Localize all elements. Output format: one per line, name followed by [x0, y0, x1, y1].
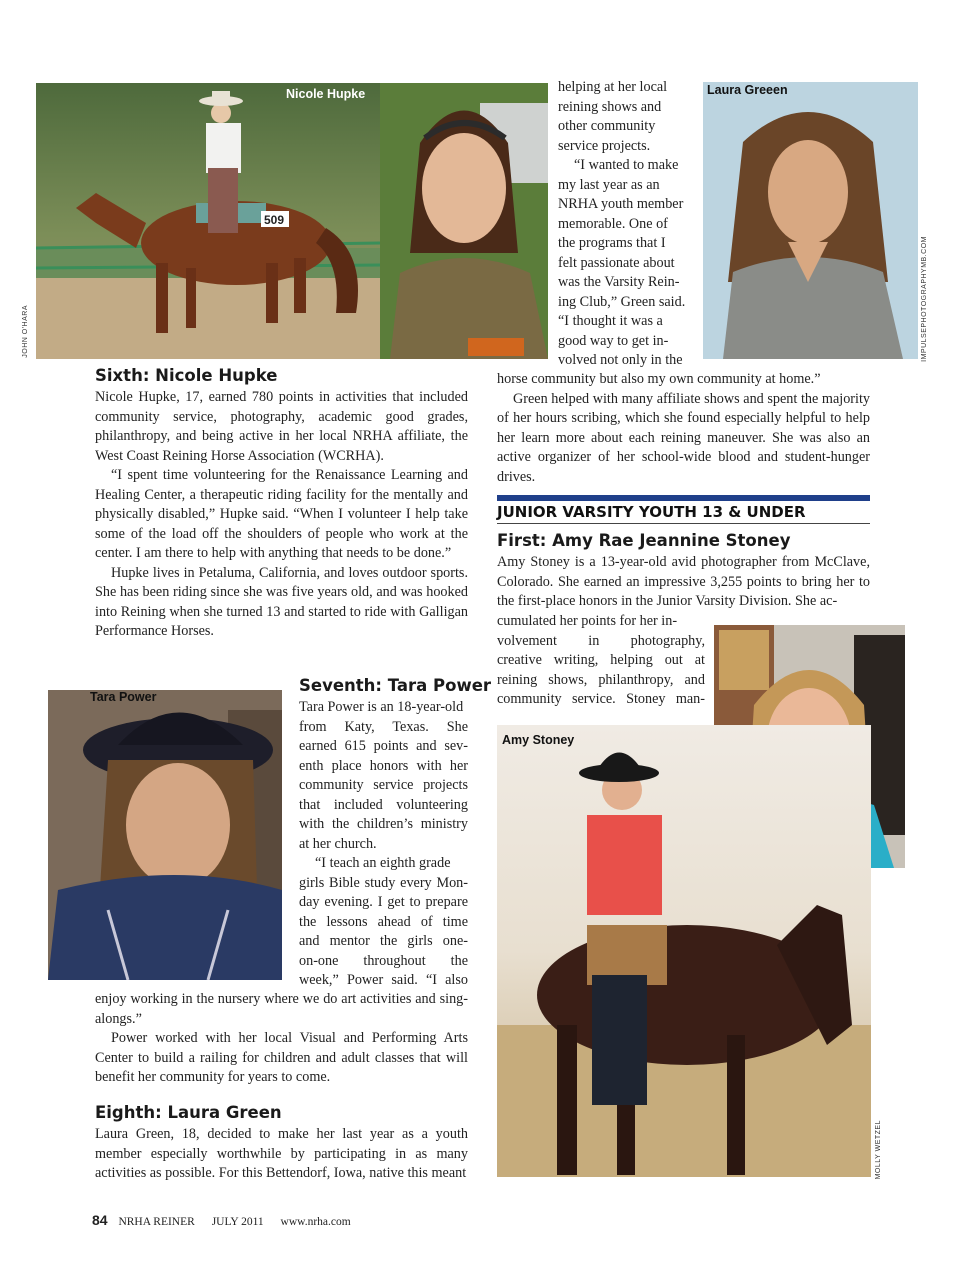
nicole-body: [95, 388, 468, 642]
svg-text:509: 509: [264, 213, 285, 227]
text-line: ing Club,” Green said.: [558, 293, 686, 310]
text-line: and mentor the girls one-: [299, 933, 468, 949]
laura-body: [95, 1125, 468, 1184]
text-line: NRHA youth member: [558, 196, 684, 212]
text-line: day evening. I get to prepare: [299, 894, 468, 910]
tara-portrait-photo: [48, 690, 282, 980]
text-line: at her church.: [299, 835, 377, 852]
paragraph: Green helped with many affiliate shows and spent the majority of her hours scribing, which she found especially helpful to help her learn more about each reining maneuver. She was also an active organizer of her school-wide blood and student-hunger drives.: [497, 390, 870, 485]
text-line: volvement in photography,: [497, 632, 705, 649]
paragraph: Nicole Hupke, 17, earned 780 points in activities that included community service, photography, academic good grades, philanthropy, and being active in her local NRHA affiliate, the West Coast Reining Horse Association (WCRHA).: [95, 389, 468, 464]
text-line: “I thought it was a: [558, 313, 663, 329]
nicole-photo-caption: Nicole Hupke: [286, 87, 366, 101]
magazine-name: NRHA REINER: [118, 1216, 195, 1228]
laura-portrait-photo: [703, 82, 918, 359]
text-line: was the Varsity Rein-: [558, 274, 680, 290]
paragraph: horse community but also my own community at home.”: [497, 371, 821, 387]
laura-continued-narrow: [558, 78, 692, 371]
text-line: memorable. One of: [558, 215, 668, 232]
laura-heading: Eighth: Laura Green: [95, 1103, 282, 1122]
text-line: community service. Stoney man-: [497, 691, 705, 707]
text-line: felt passionate about: [558, 254, 675, 271]
issue-date: JULY 2011: [211, 1216, 264, 1228]
text-line: the lessons ahead of time: [299, 913, 468, 930]
paragraph: Laura Green, 18, decided to make her last year as a youth member especially worthwhile by participating in as many activities as possible. For this Bettendorf, Iowa, native this meant: [95, 1126, 468, 1181]
paragraph: Power worked with her local Visual and Performing Arts Center to build a railing for children and adult classes that will benefit her community for years to come.: [95, 1030, 468, 1085]
text-line: helping at her local: [558, 79, 668, 95]
text-line: other community: [558, 118, 656, 134]
section-divider-bar: [497, 495, 870, 501]
text-line: enth place honors with her: [299, 757, 468, 774]
nicole-riding-photo: [36, 83, 380, 359]
text-line: my last year as an: [558, 176, 660, 193]
paragraph: enjoy working in the nursery where we do art activities and sing-alongs.”: [95, 991, 468, 1027]
text-line: reining shows and: [558, 98, 662, 115]
text-line: “I teach an eighth grade: [315, 855, 451, 871]
tara-body-wide: [95, 990, 468, 1088]
text-line: week,” Power said. “I also: [299, 972, 468, 988]
text-line: cumulated her points for her in-: [497, 613, 678, 629]
page-footer: [92, 1212, 351, 1228]
text-line: service projects.: [558, 137, 651, 154]
text-line: on-one throughout the: [299, 952, 468, 969]
photo-credit-right: IMPULSEPHOTOGRAPHYMB.COM: [921, 236, 928, 362]
laura-continued-wide: [497, 370, 870, 487]
website-link[interactable]: www.nrha.com: [280, 1216, 351, 1228]
tara-heading: Seventh: Tara Power: [299, 676, 492, 695]
text-line: community service projects: [299, 777, 468, 793]
paragraph: Hupke lives in Petaluma, California, and loves outdoor sports. She has been riding since she was five years old, and was hooked into Reining when she turned 13 and started to ride with Galligan Performance Horses.: [95, 564, 468, 639]
paragraph: Amy Stoney is a 13-year-old avid photographer from McClave, Colorado. She earned an impressive 3,255 points to bring her to the first-place honors in the Junior Varsity Division. She ac-: [497, 554, 870, 609]
text-line: girls Bible study every Mon-: [299, 874, 468, 891]
amy-horse-photo: [497, 725, 871, 1177]
amy-heading: First: Amy Rae Jeannine Stoney: [497, 531, 791, 550]
tara-photo-caption: Tara Power: [90, 690, 157, 704]
photo-credit-left: JOHN O'HARA: [22, 305, 29, 358]
nicole-heading: Sixth: Nicole Hupke: [95, 366, 278, 385]
amy-paragraph-narrow: [497, 612, 705, 710]
nicole-portrait-photo: [380, 83, 548, 359]
text-line: volved not only in the: [558, 352, 683, 368]
text-line: that included volunteering: [299, 796, 468, 813]
text-line: the programs that I: [558, 235, 666, 251]
page-number: 84: [92, 1212, 108, 1228]
text-line: from Katy, Texas. She: [299, 718, 468, 735]
text-line: reining shows, philanthropy, and: [497, 671, 705, 688]
amy-paragraph-full: [497, 553, 870, 612]
text-line: Tara Power is an 18-year-old: [299, 699, 464, 715]
paragraph: “I spent time volunteering for the Renaissance Learning and Healing Center, a therapeutic riding facility for the mentally and physically disabled,” Hupke said. “When I volunteer I help take some of the load off the shoulders of people who work at the center. I am there to help with anything that needs to be done.”: [95, 467, 468, 561]
text-line: earned 615 points and sev-: [299, 738, 468, 754]
text-line: creative writing, helping out at: [497, 652, 705, 668]
photo-credit-bottom: MOLLY WETZEL: [875, 1120, 882, 1180]
text-line: good way to get in-: [558, 332, 669, 349]
text-line: with the children’s ministry: [299, 816, 468, 832]
tara-body-narrow: [299, 698, 468, 991]
section-heading: JUNIOR VARSITY YOUTH 13 & UNDER: [497, 503, 870, 524]
text-line: “I wanted to make: [574, 157, 679, 173]
amy-photo-caption: Amy Stoney: [502, 733, 575, 747]
laura-photo-caption: Laura Greeen: [707, 83, 788, 97]
